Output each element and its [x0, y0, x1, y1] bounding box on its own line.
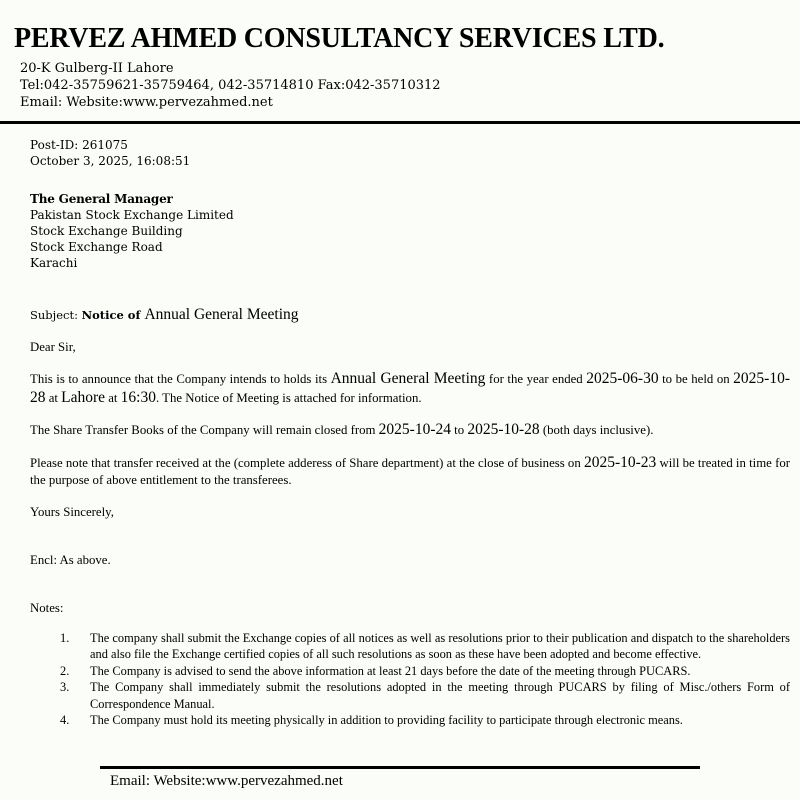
- salutation: Dear Sir,: [30, 340, 76, 354]
- run-variable-text: 2025-06-30: [586, 370, 659, 387]
- run-variable-text: 2025-10-28: [467, 421, 540, 438]
- run-text: This is to announce that the Company intends to holds its: [30, 372, 331, 386]
- letterhead-address-block: [20, 60, 800, 111]
- run-variable-text: 16:30: [120, 388, 156, 406]
- note-item: [60, 679, 790, 712]
- note-number: 3.: [60, 680, 70, 694]
- paragraph-announcement: [30, 370, 790, 407]
- run-text: will be treated in time for the purpose of above entitlement to the transferees.: [30, 455, 790, 487]
- header-rule: [0, 121, 800, 124]
- datetime-line: October 3, 2025, 16:08:51: [30, 154, 191, 168]
- post-id-line: Post-ID: 261075: [30, 138, 128, 152]
- note-number: 4.: [60, 713, 70, 727]
- note-item: [60, 630, 790, 663]
- meta-block: [30, 137, 790, 169]
- recipient-line: Karachi: [30, 256, 78, 270]
- run-variable-text: Annual General Meeting: [144, 306, 299, 323]
- paragraph-share-transfer-books: [30, 421, 790, 440]
- subject-line: [30, 306, 790, 324]
- note-text: The Company must hold its meeting physically in addition to providing facility to participate through electronic means.: [90, 713, 683, 727]
- header-email-line: Email: Website:www.pervezahmed.net: [20, 95, 273, 110]
- letter-body: [30, 137, 790, 729]
- note-item: [60, 663, 790, 680]
- recipient-line: Pakistan Stock Exchange Limited: [30, 208, 234, 222]
- run-variable-text: 2025-10-28: [30, 370, 790, 406]
- run-text: (both days inclusive).: [539, 423, 654, 437]
- header-address-line: 20-K Gulberg-II Lahore: [20, 61, 174, 76]
- note-number: 2.: [60, 663, 70, 678]
- company-name: PERVEZ AHMED CONSULTANCY SERVICES LTD.: [14, 23, 665, 54]
- note-item: [60, 712, 790, 729]
- note-text: The company shall submit the Exchange copies of all notices as well as resolutions prior to their publication and dispatch to the shareholders and also file the Exchange certified copies of all such resolutions as soon as these have been adopted and become effective.: [90, 630, 790, 661]
- letterhead: [0, 0, 800, 111]
- closing-line: Yours Sincerely,: [30, 504, 114, 519]
- note-text: The Company shall immediately submit the resolutions adopted in the meeting through PUCARS by filing of Misc./others Form of Correspondence Manual.: [90, 680, 790, 711]
- recipient-line: Stock Exchange Road: [30, 240, 163, 254]
- recipient-title: The General Manager: [30, 192, 173, 206]
- footer-rule: [100, 766, 700, 769]
- run-text: Subject:: [30, 308, 82, 322]
- footer-email-line: Email: Website:www.pervezahmed.net: [110, 773, 343, 789]
- run-variable-text: Annual General Meeting: [330, 370, 486, 387]
- run-text: for the year ended: [485, 372, 587, 386]
- notes-list: [60, 630, 790, 729]
- run-text: The Share Transfer Books of the Company will remain closed from: [30, 423, 379, 437]
- enclosure-line: Encl: As above.: [30, 552, 111, 567]
- run-bold-text: Notice of: [81, 308, 145, 322]
- run-variable-text: 2025-10-23: [583, 453, 657, 471]
- header-phone-line: Tel:042-35759621-35759464, 042-35714810 Fax:042-35710312: [20, 78, 441, 93]
- run-text: Please note that transfer received at the (complete adderess of Share department) at the close of business on: [30, 455, 584, 470]
- run-text: at: [105, 390, 121, 405]
- notes-heading: Notes:: [30, 600, 64, 615]
- run-variable-text: Lahore: [61, 388, 106, 406]
- recipient-line: Stock Exchange Building: [30, 224, 183, 238]
- run-text: . The Notice of Meeting is attached for information.: [155, 390, 422, 405]
- paragraph-transfer-deadline: [30, 454, 790, 490]
- recipient-block: [30, 191, 790, 271]
- run-text: to be held on: [658, 372, 734, 386]
- run-text: at: [45, 390, 62, 405]
- run-text: to: [450, 423, 468, 437]
- note-number: 1.: [60, 630, 70, 645]
- run-variable-text: 2025-10-24: [378, 421, 451, 438]
- note-text: The Company is advised to send the above information at least 21 days before the date of the meeting through PUCARS.: [90, 663, 691, 678]
